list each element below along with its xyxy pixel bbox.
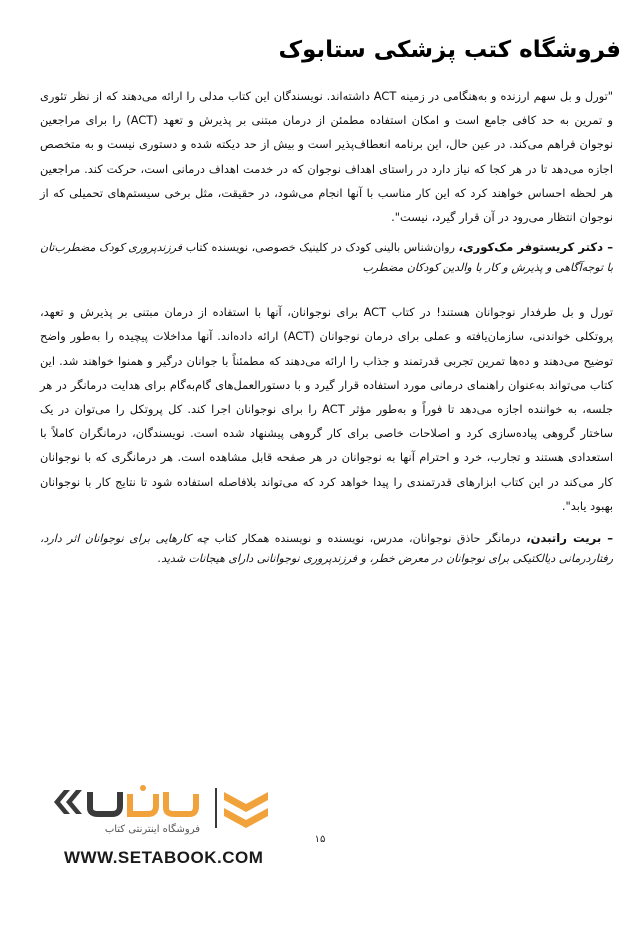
quote-2-author: – بریت راتبدن، [526,531,614,546]
quote-1-author-desc: روان‌شناس بالینی کودک در کلینیک خصوصی، نویسنده کتاب [185,241,459,255]
quote-2-book-title: چه کارهایی برای نوجوانان اثر دارد، رفتاردرمانی دیالکتیکی برای نوجوانان در معرض خطر، و فرزندپروری نوجوانانی دارای هیجانات شدید. [40,532,613,566]
website-url: WWW.SETABOOK.COM [64,848,264,867]
quote-2-author-desc: درمانگر حاذق نوجوانان، مدرس، نویسنده و نویسنده همکار کتاب [214,532,527,546]
quote-1-text: "تورل و بل سهم ارزنده و به‌هنگامی در زمینه ACT داشته‌اند. نویسندگان این کتاب مدلی را ارائه می‌دهند که از نظر تئوری و تمرین به حد کافی جامع است و امکان استفاده مطمئن از درمان مبتنی بر پذیرش و تعهد (ACT) را برای مراجعین نوجوان فراهم می‌کند. در عین حال، این برنامه انعطاف‌پذیر است و بیش از حد دیکته شده و دستوری نیست و به متخصص اجازه می‌دهد تا در هر کجا که نیاز دارد در راستای اهداف نوجوان که در خدمت اهداف درمانی است، حرکت کند. مراجعین هر لحظه احساس خواهند کرد که این کار مناسب با آنها انجام می‌شود، در حقیقت، مثل برخی سیستم‌های تحمیلی که از نوجوان انتظار می‌رود در آن قرار گیرد، نیست". [40,89,614,225]
quote-2-attribution [40,528,613,569]
quote-1-author: – دکتر کریستوفر مک‌کوری، [458,240,614,255]
setabook-wordmark-icon [50,782,200,822]
book-chevron-icon [214,784,274,832]
quote-1-attribution [40,237,613,278]
quote-2-text: تورل و بل طرفدار نوجوانان هستند! در کتاب ACT برای نوجوانان، آنها با استفاده از درمان مبتنی بر پذیرش و تعهد، پروتکلی خواندنی، سازمان‌یافته و عملی برای درمان نوجوانان (ACT) ارائه داده‌اند. آنها مداخلات پیچیده را به‌طور واضح توضیح می‌دهند و ده‌ها تمرین تجربی قدرتمند و جذاب را ارائه می‌دهند که مطمئناً با جوانان درگیر و همنوا خواهند شد. این کتاب می‌تواند به‌عنوان راهنمای درمانی مورد استفاده قرار گیرد و با دستورالعمل‌های گام‌به‌گام برای هدایت درمانگر در هر جلسه، به خواننده اجازه می‌دهد تا فوراً و به‌طور مؤثر ACT را برای نوجوانان اجرا کند. کل پروتکل را می‌توان در یک ساختار گروهی پیاده‌سازی کرد و اصلاحات خاصی برای کار گروهی پیشنهاد شده است. نویسندگان، درمانگران کاملاً با استعدادی هستند و تجارب، خرد و احترام آنها به نوجوانان در هر صفحه قابل مشاهده است. هر درمانگری که با نوجوانان کار می‌کند در این کتاب ابزارهای قدرتمندی را پیدا خواهد کرد که می‌تواند بلافاصله استفاده شود تا نتایج کار با نوجوانان بهبود یابد". [40,305,614,513]
page-number: ۱۵ [314,834,326,845]
page-title: فروشگاه کتب پزشکی ستابوک [278,37,621,63]
main-content [40,84,613,569]
quote-1-book-title: فرزندپروری کودک مضطرب‌تان با توجه‌آگاهی و پذیرش و کار با والدین کودکان مضطرب [40,241,613,275]
setabook-logo [50,778,290,858]
logo-subtitle: فروشگاه اینترنتی کتاب [104,824,200,835]
